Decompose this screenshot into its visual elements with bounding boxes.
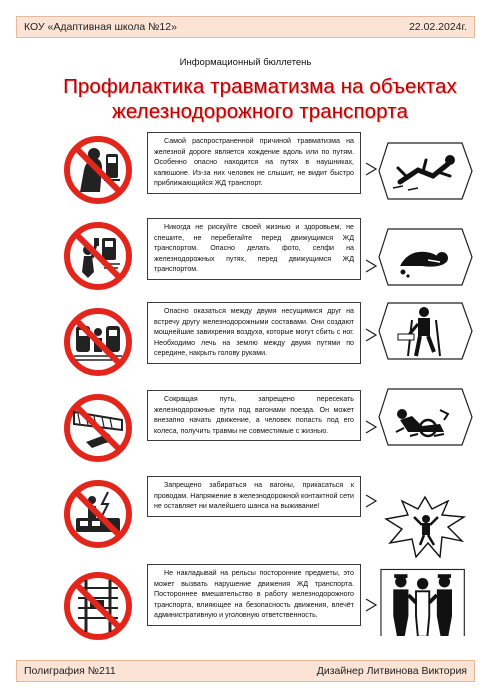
police-arrest-icon: [380, 556, 470, 636]
rule-text-3: Опасно оказаться между двумя несущимися друг на встречу другу железнодорожными составами. Они создают мощнейшие завихрения воздуха, которые могут сбить с ног. Необходимо лечь на землю между двумя путями по середине, накрыть голову руками.: [147, 302, 361, 364]
rule-row-1: [0, 128, 491, 220]
header-bar: [16, 16, 475, 38]
footer-right: Дизайнер Литвинова Виктория: [316, 665, 467, 677]
arrow-right-icon: [365, 494, 377, 508]
rule-row-2: [0, 214, 491, 306]
electric-shock-icon: [378, 490, 473, 558]
no-climbing-on-wagons-icon: [62, 478, 134, 550]
person-with-crutches-icon: [378, 302, 473, 360]
injured-lying-icon: [378, 228, 473, 286]
rule-text-5: Запрещено забираться на вагоны, прикасаться к проводам. Напряжение в железнодорожной контактной сети не оставляет ни малейшего шанса на выживание!: [147, 476, 361, 517]
wheelchair-accident-icon: [378, 388, 473, 446]
bulletin-subtitle: Информационный бюллетень: [179, 57, 312, 68]
rule-text-1: Самой распространенной причиной травматизма на железной дороге является хождение вдоль или по путям. Особенно опасно находится на путях в наушниках, капюшоне. Из-за них человек не слышит, не видит быстро приближающийся ЖД транспорт.: [147, 132, 361, 194]
school-name: КОУ «Адаптивная школа №12»: [24, 21, 177, 33]
rule-row-3: [0, 300, 491, 392]
title-line-1: Профилактика травматизма на объектах: [63, 75, 457, 98]
no-crawling-under-wagon-icon: [62, 392, 134, 464]
arrow-right-icon: [365, 420, 377, 434]
no-selfie-on-tracks-icon: [62, 220, 134, 292]
rule-row-5: [0, 472, 491, 564]
arrow-right-icon: [365, 259, 377, 273]
rule-row-6: [0, 560, 491, 656]
footer-bar: [16, 660, 475, 682]
arrow-right-icon: [365, 328, 377, 342]
page-title: [60, 74, 460, 124]
rule-text-6: Не накладывай на рельсы посторонние предметы, это может вызвать нарушение движения ЖД транспорта. Постороннее вмешательство в работу железнодорожного транспорта, влияющее на безопасность движения, влечёт административную и уголовную ответственность.: [147, 564, 361, 626]
arrow-right-icon: [365, 162, 377, 176]
header-date: 22.02.2024г.: [408, 21, 467, 33]
rule-row-4: [0, 386, 491, 478]
fallen-person-icon: [378, 142, 473, 200]
arrow-right-icon: [365, 598, 377, 612]
no-headphones-on-tracks-icon: [62, 134, 134, 206]
no-standing-between-trains-icon: [62, 306, 134, 378]
footer-left: Полиграфия №211: [24, 665, 116, 677]
no-objects-on-rails-icon: [62, 570, 134, 642]
title-line-2: железнодорожного транспорта: [112, 100, 408, 123]
rule-text-2: Никогда не рискуйте своей жизнью и здоровьем, не спешите, не перебегайте перед движущимся ЖД транспортом. Опасно делать фото, селфи на железнодорожных путях, перед движущимся ЖД транспортом.: [147, 218, 361, 280]
rule-text-4: Сокращая путь, запрещено пересекать железнодорожные пути под вагонами поезда. Он может внезапно начать движение, а человек попасть под его колеса, получить травмы не совместимые с жизнью.: [147, 390, 361, 441]
